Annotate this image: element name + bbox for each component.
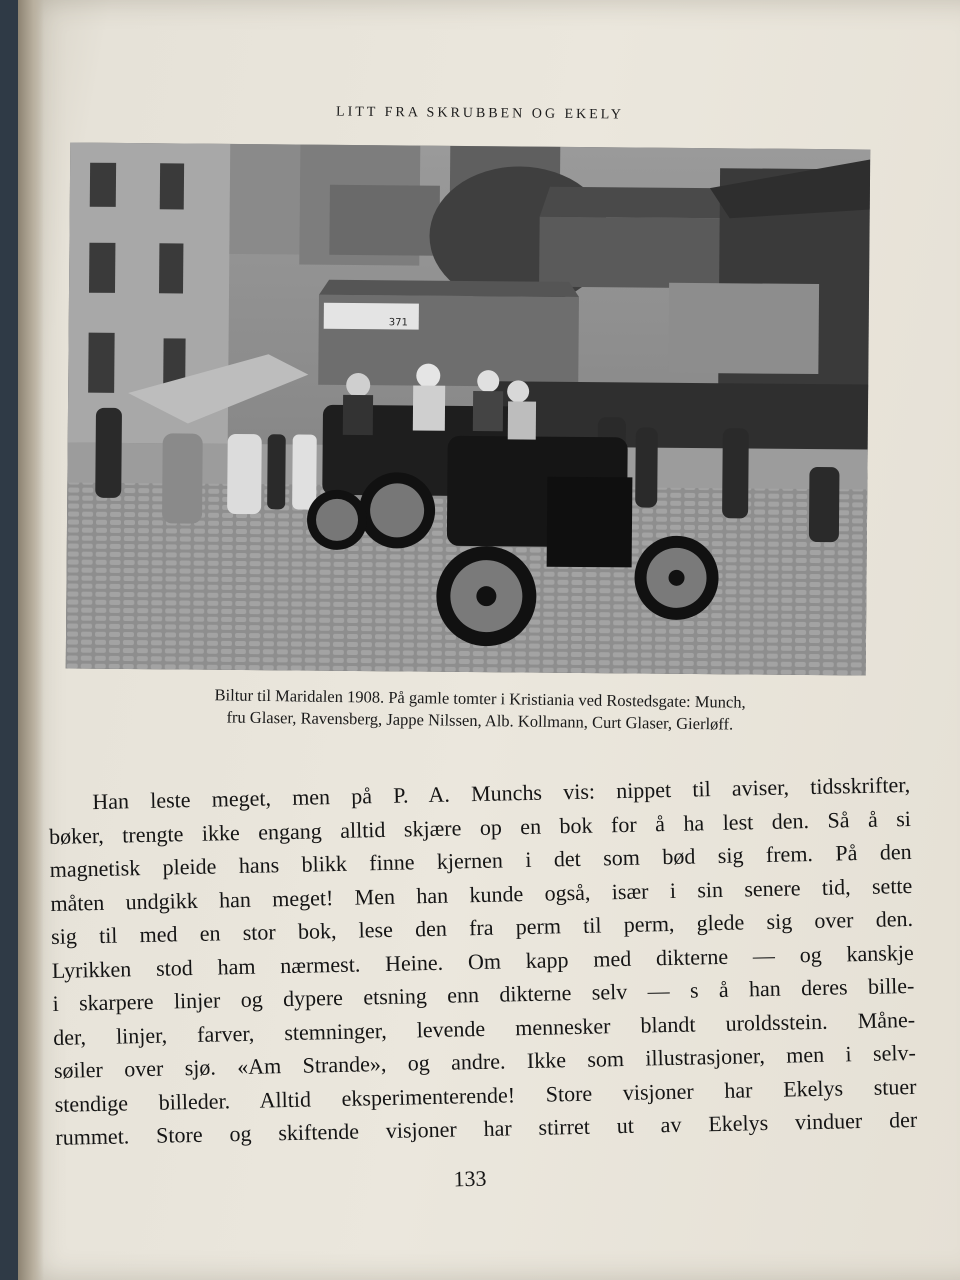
- caption-line-2: fru Glaser, Ravensberg, Jappe Nilssen, Alb. Kollmann, Curt Glaser, Gierløff.: [226, 707, 734, 734]
- body-line: rummet. Store og skiftende visjoner har stirret ut av Ekelys vinduer der: [55, 1106, 918, 1150]
- book-spine-shadow: [18, 0, 44, 1280]
- running-head: LITT FRA SKRUBBEN OG EKELY: [335, 104, 625, 123]
- body-line: Han leste meget, men på P. A. Munchs vis: nippet til aviser, tidsskrifter,: [92, 771, 911, 815]
- body-line: bøker, trengte ikke engang alltid skjære op en bok for å ha lest den. Så å si: [48, 805, 912, 849]
- caption-line-1: Biltur til Maridalen 1908. På gamle tomter i Kristiania ved Rostedsgate: Munch,: [214, 685, 746, 712]
- body-line: sig til med en stor bok, lese den fra perm til perm, glede sig over den.: [50, 905, 914, 949]
- page-number: 133: [453, 1165, 487, 1192]
- body-line: der, linjer, farver, stemninger, levende mennesker blandt uroldsstein. Måne-: [52, 1006, 916, 1050]
- body-paragraph: [48, 768, 918, 1154]
- body-line: stendige billeder. Alltid eksperimenterende! Store visjoner har Ekelys stuer: [54, 1073, 917, 1117]
- body-line: søiler over sjø. «Am Strande», og andre. Ikke som illustrasjoner, men i selv-: [53, 1039, 917, 1083]
- body-line: måten undgikk han meget! Men han kunde også, især i sin senere tid, sette: [50, 872, 913, 916]
- historical-photograph: [66, 143, 871, 676]
- body-line: Lyrikken stod ham nærmest. Heine. Om kapp med dikterne — og kanskje: [51, 939, 914, 983]
- body-line: i skarpere linjer og dypere etsning enn dikterne selv — s å han deres bille-: [52, 972, 915, 1016]
- body-line: magnetisk pleide hans blikk finne kjernen i det som bød sig frem. På den: [49, 838, 912, 882]
- sign-number: 371: [388, 317, 408, 329]
- photo-illustration: [66, 143, 871, 676]
